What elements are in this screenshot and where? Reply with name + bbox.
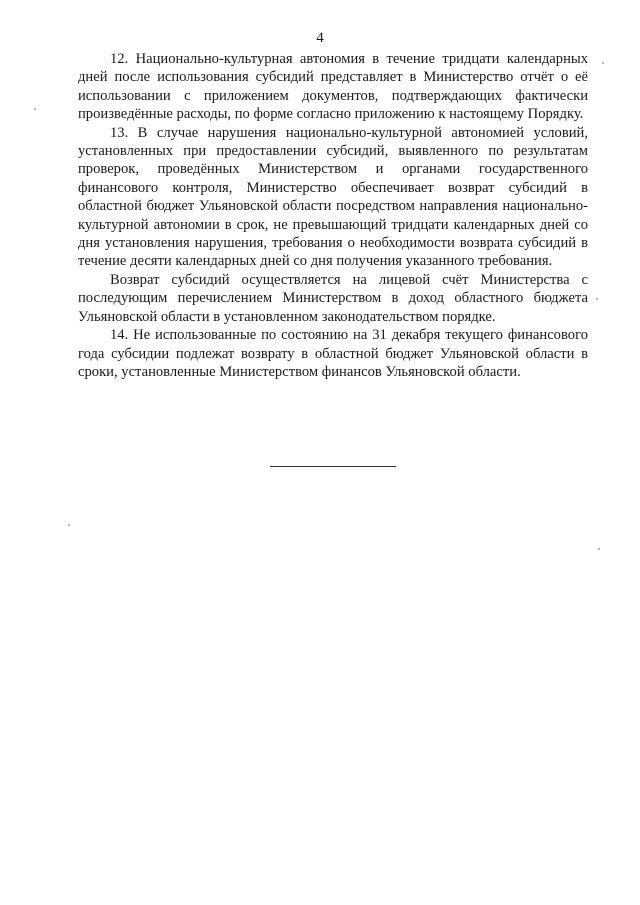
scan-speck [68,524,70,526]
scan-speck [598,548,600,550]
paragraph-12: 12. Национально-культурная автономия в течение тридцати календарных дней после использования субсидий представляет в Министерство отчёт о её использовании с приложением документов, подтверждающих фактически произведённые расходы, по форме согласно приложению к настоящему Порядку. [78,51,588,123]
scan-speck [596,298,598,300]
scan-speck [602,62,604,64]
paragraph-14: 14. Не использованные по состоянию на 31 декабря текущего финансового года субсидии подлежат возврату в областной бюджет Ульяновской области в сроки, установленные Министерством финансов Ульяновской области. [78,327,588,380]
end-divider-line [270,466,396,467]
scan-speck [34,108,36,110]
paragraph-13: 13. В случае нарушения национально-культурной автономией условий, установленных при предоставлении субсидий, выявленного по результатам проверок, проведённых Министерством и органами государственного финансового контроля, Министерство обеспечивает возврат субсидий в областной бюджет Ульяновской области посредством направления национально-культурной автономии в срок, не превышающий тридцати календарных дней со дня установления нарушения, требования о необходимости возврата субсидий в течение десяти календарных дней со дня получения указанного требования. [78,124,588,270]
page-number: 4 [316,30,324,46]
document-body [78,50,588,381]
paragraph-13-refund: Возврат субсидий осуществляется на лицевой счёт Министерства с последующим перечислением Министерством в доход областного бюджета Ульяновской области в установленном законодательством порядке. [78,271,588,325]
